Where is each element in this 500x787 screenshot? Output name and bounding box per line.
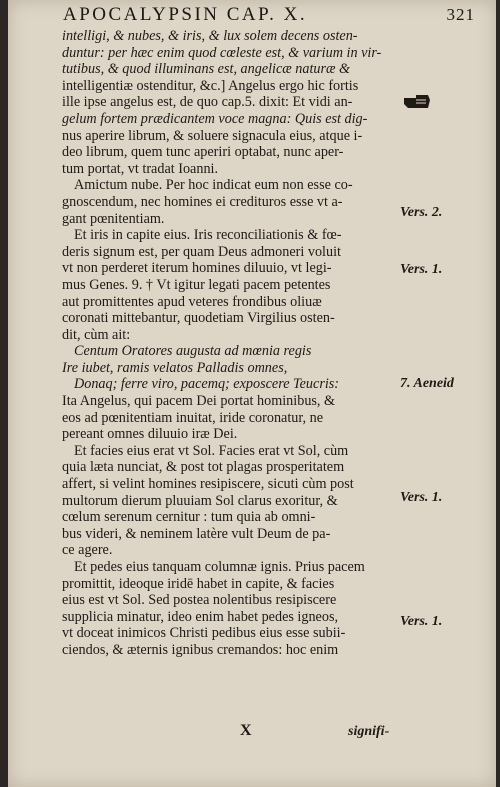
margin-note: Vers. 1. bbox=[400, 262, 443, 277]
text-line: tutibus, & quod illuminans est, angelicæ naturæ & bbox=[62, 61, 351, 78]
text-line: bus videri, & neminem latère vult Deum de pa- bbox=[62, 525, 331, 542]
text-line: quia læta nunciat, & post tot plagas prosperitatem bbox=[62, 459, 345, 476]
text-line: deris signum est, per quam Deus admoneri voluit bbox=[62, 243, 341, 260]
margin-note: Vers. 1. bbox=[400, 490, 443, 505]
margin-note: Vers. 1. bbox=[400, 614, 443, 629]
text-line: promittit, ideoque iridē habet in capite, & facies bbox=[62, 575, 335, 592]
text-line: gelum fortem prædicantem voce magna: Quis est dig- bbox=[62, 110, 368, 127]
text-line: intelligentiæ ostenditur, &c.] Angelus ergo hic fortis bbox=[62, 77, 359, 94]
text-line: tum portat, vt tradat Ioanni. bbox=[62, 160, 219, 177]
margin-note: Vers. 2. bbox=[400, 205, 443, 220]
verse-line: Ire iubet, ramis velatos Palladis omnes, bbox=[62, 359, 288, 376]
text-line: ce agere. bbox=[62, 542, 113, 559]
book-page bbox=[8, 0, 496, 787]
text-line: eos ad pœnitentiam inuitat, iride coronatur, ne bbox=[62, 409, 324, 426]
catchword: signifi- bbox=[348, 724, 390, 739]
text-line: duntur: per hæc enim quod cœleste est, & varium in vir- bbox=[62, 44, 382, 61]
text-line: eius est vt Sol. Sed postea nolentibus resipiscere bbox=[62, 592, 337, 609]
text-line: cœlum serenum cernitur : tum quia ab omni- bbox=[62, 509, 316, 526]
signature-mark: X bbox=[240, 722, 252, 739]
margin-note: 7. Aeneid bbox=[400, 376, 454, 391]
text-line: deo librum, quem tunc aperiri optabat, nunc aper- bbox=[62, 144, 344, 161]
text-line: mus Genes. 9. † Vt igitur legati pacem petentes bbox=[62, 276, 331, 293]
verse-line: Donaq; ferre viro, pacemq; exposcere Teucris: bbox=[74, 376, 340, 393]
text-line: pereant omnes diluuio iræ Dei. bbox=[62, 426, 238, 443]
verse-line: Centum Oratores augusta ad mœnia regis bbox=[74, 343, 312, 360]
text-line: multorum dierum pluuiam Sol clarus exoritur, & bbox=[62, 492, 338, 509]
text-line: vt doceat inimicos Christi pedibus eius esse subii- bbox=[62, 625, 346, 642]
text-line: ciendos, & æternis ignibus cremandos: hoc enim bbox=[62, 641, 339, 658]
body-text bbox=[62, 28, 407, 659]
text-line: aut promittentes apud veteres frondibus oliuæ bbox=[62, 293, 322, 310]
text-line: Ita Angelus, qui pacem Dei portat hominibus, & bbox=[62, 393, 336, 410]
page-number: 321 bbox=[446, 5, 475, 24]
text-line: Et pedes eius tanquam columnæ ignis. Prius pacem bbox=[74, 559, 365, 575]
text-line: nus aperire librum, & soluere signacula eius, atque i- bbox=[62, 127, 363, 144]
running-header bbox=[63, 2, 483, 30]
text-line: intelligi, & nubes, & iris, & lux solem decens osten- bbox=[62, 28, 358, 44]
text-line: gnoscendum, nec homines ei credituros esse vt a- bbox=[62, 193, 343, 210]
text-line: ille ipse angelus est, de quo cap.5. dixit: Et vidi an- bbox=[62, 94, 353, 111]
text-line: Amictum nube. Per hoc indicat eum non esse co- bbox=[74, 177, 353, 194]
running-title: APOCALYPSIN CAP. X. bbox=[63, 4, 308, 25]
text-line: supplicia minatur, ideo enim habet pedes igneos, bbox=[62, 608, 339, 625]
text-line: vt non perderet iterum homines diluuio, vt legi- bbox=[62, 260, 332, 277]
text-line: Et iris in capite eius. Iris reconciliationis & fœ- bbox=[74, 227, 342, 244]
text-line: coronati mittebantur, quodetiam Virgilius osten- bbox=[62, 310, 335, 327]
text-line: gant pœnitentiam. bbox=[62, 210, 165, 227]
text-line: dit, cùm ait: bbox=[62, 326, 131, 343]
text-line: affert, si velint homines resipiscere, sicuti cùm post bbox=[62, 476, 354, 493]
text-line: Et facies eius erat vt Sol. Facies erat vt Sol, cùm bbox=[74, 442, 349, 459]
